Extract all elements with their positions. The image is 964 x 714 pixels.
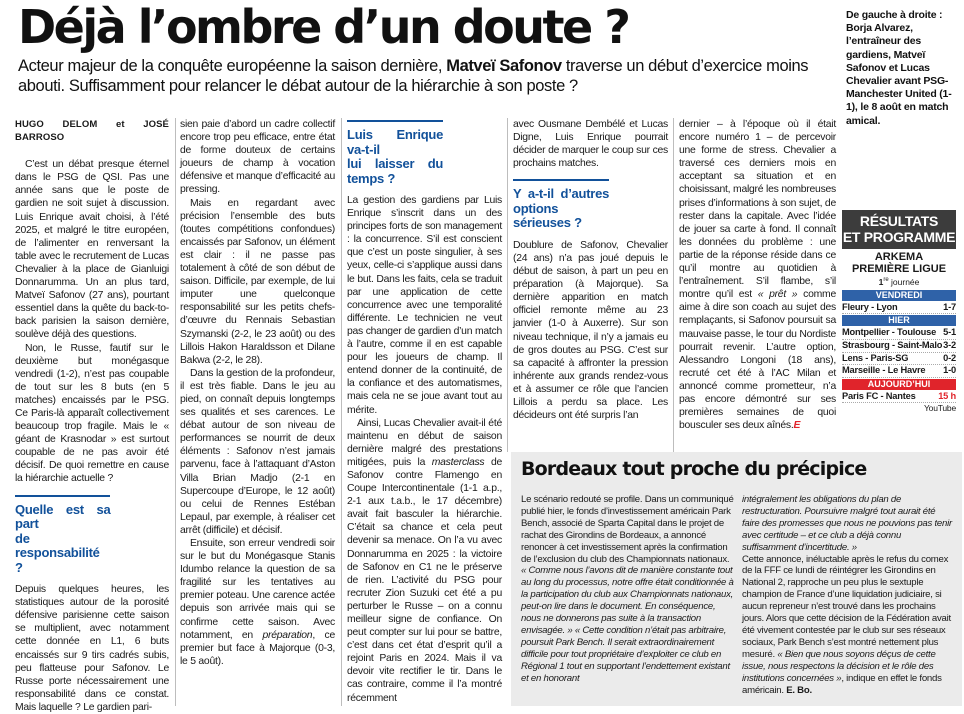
subheading-options: Y a-t-il d’autres options sérieuses ?: [513, 179, 609, 231]
subheading-responsibility: Quelle est sa part de responsabilité ?: [15, 495, 110, 576]
result-row: [842, 365, 956, 378]
article-paragraph: Non, le Russe, fautif sur le deuxième but monégasque vendredi (1-2), n’est pas coupable de tout sur les 8 buts (en 5 matches) encaissés par le PSG. Ce Paris-là apparaît collectivement beaucoup trop fragile. Mais le « géant de Krasnodar » est surtout coupable de ne pas avoir été décisif. De quoi remettre en cause la hiérarchie actuelle ?: [15, 342, 169, 485]
headline: Déjà l’ombre d’un doute ?: [18, 0, 629, 54]
match-teams: Strasbourg - Saint-Malo: [842, 340, 943, 351]
result-row: [842, 302, 956, 315]
match-score: 1-0: [943, 365, 956, 376]
article-column-3: [347, 118, 502, 705]
article-paragraph: Ainsi, Lucas Chevalier avait-il été maintenu en début de saison dernière malgré des prestations mitigées, puis la masterclass de Safonov contre Flamengo en Coupe Intercontinentale (1-1 a.p., 2-1 aux t.a.b., le 17 décembre) avait fait basculer la hiérarchie. C’était sa chance et cela peut devenir sa menace. On l’a vu avec Donnarumma en 2025 : la victoire de Safonov en C1 ne le préserve de rien. L’activité du PSG pour recruter Zion Suzuki cet été a pu perturber le Russe – on a connu meilleur signe de confiance. On peut compter sur lui pour se battre, c’est dans cet état d’esprit qu’il a rejoint Paris en 2024. Mais il va devoir vite rectifier le tir. Dans le cas contraire, comme il l’a montré récemment: [347, 417, 502, 704]
box-column-2: intégralement les obligations du plan de restructuration. Poursuivre malgré tout aurait été faire des promesses que nous ne pouvions pas tenir avec certitude – et ce club a déjà connu suffisamment d’incertitude. » Cette annonce, inéluctable après le refus du comex de la FFF ce lundi de réintégrer les Girondins en National 2, rapproche un peu plus le sextuple champion de France d’une liquidation judiciaire, si aucun repreneur n’est trouvé dans les prochains jours. Alors que cette décision de la Fédération avait été vivement contestée par le club sur ses réseaux sociaux, Park Bench s’est montré nettement plus mesuré. « Bien que nous soyons déçus de cette issue, nous respectons la décision et le rôle des institutions concernées », indique en effet le fonds américain. E. Bo.: [742, 494, 952, 696]
article-column-2: [180, 118, 335, 668]
match-score: 1-7: [943, 301, 956, 312]
results-title: RÉSULTATS ET PROGRAMME: [842, 210, 956, 249]
lead-paragraph: Acteur majeur de la conquête européenne la saison dernière, Matveï Safonov traverse un début d’exercice moins abouti. Suffisamment pour relancer le débat autour de la hiérarchie à son poste ?: [18, 57, 809, 95]
match-teams: Paris FC - Nantes: [842, 390, 916, 401]
article-paragraph: sien paie d’abord un cadre collectif encore trop peu efficace, entre état de forme douteux de certains joueurs de champ à vocation défensive et manque d’efficacité au pressing.: [180, 119, 335, 196]
article-paragraph: Ensuite, son erreur vendredi soir sur le but du Monégasque Stanis Idumbo relance la question de sa fragilité sur les tentatives au premier poteau. Une carence actée depuis son arrivée mais qui se confirme cette saison. Avec notamment, en préparation, ce premier but face à Majorque (0-3, le 5 août).: [180, 538, 335, 667]
match-teams: Marseille - Le Havre: [842, 365, 926, 376]
article-paragraph: Doublure de Safonov, Chevalier (24 ans) n’a pas joué depuis le début de saison, à part un peu en préparation (à Majorque). Sa dernière apparition en match officiel remonte même au 23 janvier (1-0 à Auxerre). Sur son niveau technique, il n’y a jamais eu de gros doutes au PSG. C’est sur sa capacité à affronter la pression inhérente aux grands rendez-vous et à assumer ce rôle que l’ancien Lillois a perdu sa place. Les décideurs ont été surpris l’an: [513, 239, 668, 422]
band-today: AUJOURD’HUI: [842, 379, 956, 390]
article-column-4: [513, 118, 668, 422]
article-paragraph: avec Ousmane Dembélé et Lucas Digne, Luis Enrique pourrait décider de marquer le coup sur ces prochains matches.: [513, 119, 668, 170]
results-saturday: [842, 327, 956, 377]
result-row: [842, 391, 956, 404]
result-row: [842, 353, 956, 366]
article-paragraph: C’est un débat presque éternel dans le PSG de QSI. Pas une année sans que le poste de gardien ne soit sujet à discussion. Luis Enrique avait choisi, à l’été 2025, et malgré le titre européen, de l’alimenter en renversant la table avec le recrutement de Lucas Chevalier à la place de Gianluigi Donnarumma. Un an plus tard, Matveï Safonov (27 ans), pourtant essentiel dans la quête du back-to-back parisien la saison dernière, soulève déjà des questions.: [15, 159, 169, 341]
photo-caption: De gauche à droite : Borja Alvarez, l’entraîneur des gardiens, Matveï Safonov et Lucas Chevalier avant PSG-Manchester United (1-1), le 8 août en match amical.: [846, 9, 952, 127]
result-row: [842, 340, 956, 353]
column-rule: [507, 118, 508, 452]
result-row: [842, 327, 956, 340]
match-score: 0-2: [943, 352, 956, 363]
match-score: 5-1: [943, 327, 956, 338]
broadcaster: YouTube: [923, 403, 956, 414]
article-column-1: [15, 118, 169, 714]
box-column-1: Le scénario redouté se profile. Dans un communiqué publié hier, le fonds d’investissement américain Park Bench, associé de Sparta Capital dans le projet de rachat des Girondins de Bordeaux, a annoncé renoncer à cet investissement après la confirmation de l’exclusion du club des Championnats nationaux. « Comme nous l’avons dit de manière constante tout au long du processus, notre offre était conditionnée à la participation du club aux Championnats nationaux, peut-on lire dans le document. En conséquence, nous ne donnerons pas suite à la transaction envisagée. » « Cette condition n’était pas arbitraire, poursuit Park Bench. Il serait extraordinairement difficile pour tout propriétaire d’exploiter ce club en Régional 1 tout en supportant l’endettement existant et en honorant: [521, 494, 734, 684]
article-paragraph: Depuis quelques heures, les statistiques autour de la porosité défensive parisienne cette saison se multiplient, avec notamment cette donnée en L1, 6 buts encaissés sur 9 tirs cadrés subis, peu flatteuse pour Safonov. Le Russe porte nécessairement une responsabilité dans ce constat. Mais laquelle ? Le gardien pari-: [15, 584, 169, 713]
results-today: [842, 391, 956, 404]
subheading-time: Luis Enrique va-t-il lui laisser du temps ?: [347, 120, 443, 186]
column-rule: [341, 118, 342, 706]
results-friday: [842, 302, 956, 315]
column-rule: [673, 118, 674, 452]
article-paragraph: dernier – à l’époque où il était encore numéro 1 – de percevoir une forme de stress. Chevalier a traversé ces derniers mois en acceptant sa situation et en choisissant, malgré les nombreuses prises d’informations à son sujet, de rester dans la capitale. Avec l’idée de jouer sa carte à fond. Il connaît les données du problème : une partie de la réponse réside dans ce qu’il montre au quotidien à l’entraînement. S’il flambe, s’il montre qu’il est « prêt » comme aime à dire son coach au sujet des remplaçants, si Safonov poursuit sa mauvaise passe, le tour du Nordiste pourrait revenir. L’autre option, Alessandro Longoni (18 ans), recruté cet été à l’AC Milan et annoncé comme prometteur, n’a pas encore démontré sur ses premières semaines de quoi bousculer ses deux aînés.E: [679, 119, 837, 432]
article-paragraph: La gestion des gardiens par Luis Enrique s’inscrit dans un des principes forts de son management : la concurrence. S’il est conscient que c’est un poste singulier, à ses yeux, celle-ci s’applique aussi dans le but. Dans les faits, cela se traduit par une application de cette concurrence avec une temporalité différente. Le technicien ne veut pas changer de gardien d’un match à l’autre, comme il en est capable pour les joueurs de champ. Il entend donner de la continuité, de la confiance et des automatismes, mais cela ne se joue avant tout au mérite.: [347, 195, 502, 416]
match-score: 15 h: [938, 390, 956, 401]
column-rule: [175, 118, 176, 706]
band-friday: VENDREDI: [842, 290, 956, 301]
band-saturday: HIER: [842, 315, 956, 326]
bordeaux-box: [511, 452, 962, 706]
byline: HUGO DELOM et JOSÉ BARROSO: [15, 119, 169, 144]
match-teams: Montpellier - Toulouse: [842, 327, 937, 338]
box-title: Bordeaux tout proche du précipice: [521, 458, 867, 480]
league-name: ARKEMA PREMIÈRE LIGUE: [851, 251, 947, 275]
publication-end-mark: E: [793, 420, 801, 432]
matchday: 1re journée: [878, 276, 920, 287]
box-signature: E. Bo.: [786, 684, 812, 696]
article-paragraph: Dans la gestion de la profondeur, il est très fiable. Dans le jeu au pied, on connaît depuis longtemps ses qualités et ses carences. Le débat autour de son niveau de performances se nourrit de deux éléments : Safonov n’est jamais parvenu, face à l’attaquant d’Aston Villa Brian Madjo (2-1 en Supercoupe d’Europe, le 12 août) ou celui de Rennes Estéban Lepaul, par exemple, à réaliser cet arrêt (difficile) et décisif.: [180, 367, 335, 536]
match-teams: Lens - Paris-SG: [842, 352, 909, 363]
article-paragraph: Mais en regardant avec précision l’ensemble des buts (toutes compétitions confondues) encaissés par Safonov, un élément est clair : il ne passe pas totalement à côté de son début de saison. Difficile, par exemple, de lui imputer une quelconque responsabilité sur les petits chefs-d’œuvre du Rennais Sebastian Szymanski (2-2, le 23 août) ou des Lillois Hakon Haraldsson et Dilane Bakwa (2-2, le 28).: [180, 197, 335, 366]
results-panel: [842, 210, 956, 415]
match-teams: Fleury - Lyon: [842, 301, 898, 312]
article-column-5: [679, 118, 836, 432]
match-score: 3-2: [943, 340, 956, 351]
